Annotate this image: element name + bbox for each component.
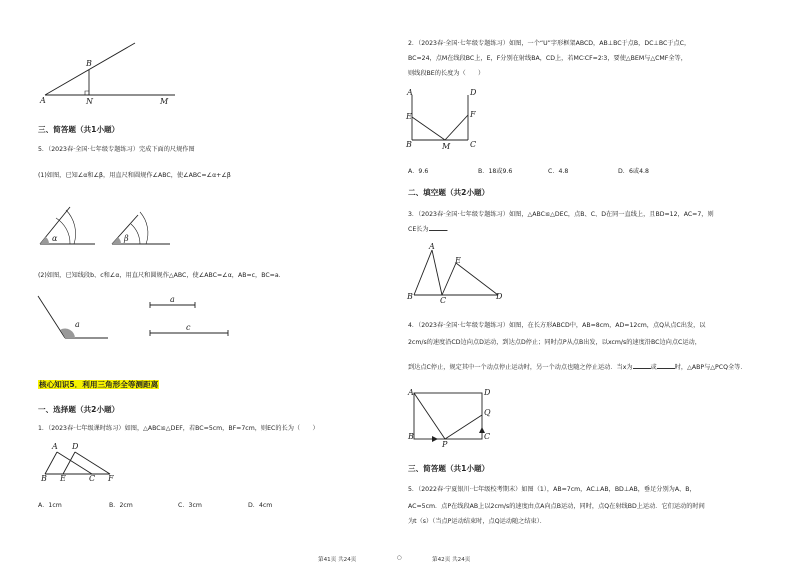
fig-u-label-d: D bbox=[470, 88, 477, 97]
question-3-line-1: 3．（2023春·全国·七年级专题练习）如图，△ABC≌△DEC，点B、C、D在同一直线上，且BD=12，AC=7，则 bbox=[408, 211, 714, 218]
question-2-line-3: 则线段BE的长度为（ ） bbox=[408, 70, 485, 77]
section-heading-short-answer: 三、简答题（共1小题） bbox=[38, 125, 120, 134]
fig-label-segment-c: c bbox=[186, 323, 191, 332]
figure-angle-perpendicular bbox=[0, 0, 400, 110]
fig-rect-label-q: Q bbox=[484, 408, 491, 417]
fig-label-beta: β bbox=[124, 234, 129, 243]
figure-angle-and-segments bbox=[0, 288, 400, 348]
figure-congruent-triangles bbox=[0, 442, 400, 492]
fig-tri-label-c: C bbox=[440, 296, 447, 305]
q2-option-a: A．9.6 bbox=[408, 168, 429, 175]
page-footer-left: 第41页 共24页 bbox=[318, 557, 357, 563]
fig-u-label-b: B bbox=[406, 140, 412, 149]
question-5-part-1: (1)如图，已知∠α和∠β，用直尺和圆规作∠ABC，使∠ABC=∠α+∠β bbox=[38, 172, 231, 179]
fig-u-label-a: A bbox=[407, 88, 413, 97]
section-heading-choice: 一、选择题（共2小题） bbox=[38, 405, 120, 414]
fig1-label-n: N bbox=[86, 97, 93, 106]
q2-option-c: C．4.8 bbox=[548, 168, 569, 175]
question-5-line-1: 5．（2022春·宁夏银川·七年级校考期末）如图（1），AB=7cm，AC⊥AB，BD⊥AB，垂足分别为A、B， bbox=[408, 486, 696, 493]
fig3-label-e: E bbox=[60, 474, 66, 483]
fig1-label-a: A bbox=[40, 96, 46, 105]
q2-option-b: B．18或9.6 bbox=[478, 168, 513, 175]
option-d: D．4cm bbox=[248, 502, 273, 509]
fig-rect-label-p: P bbox=[442, 440, 448, 449]
question-4-line-3: 到达点C停止，规定其中一个动点停止运动时，另一个动点也随之停止运动．当x为 或 时，△ABP与△PCQ全等． bbox=[408, 364, 747, 371]
fig3-label-d: D bbox=[72, 442, 79, 451]
question-1-text: 1．（2023春·七年级课时练习）如图，△ABC≌△DEF，若BC=5cm，BF=7cm，则EC的长为（ ） bbox=[38, 425, 319, 432]
question-2-line-1: 2．（2023春·全国·七年级专题练习）如图，一个“U”字形框架ABCD，AB⊥BC于点B，DC⊥BC于点C， bbox=[408, 40, 691, 47]
figure-angles-alpha-beta bbox=[0, 200, 400, 260]
fig-tri-label-b: B bbox=[407, 292, 413, 301]
right-page bbox=[400, 0, 800, 566]
question-5-line-3: 为t（s）（当点P运动结束时，点Q运动随之结束）． bbox=[408, 518, 546, 525]
option-c: C．3cm bbox=[178, 502, 202, 509]
fig-rect-label-c: C bbox=[484, 432, 491, 441]
fig-u-label-f: F bbox=[470, 110, 476, 119]
answer-blank-q4-2[interactable] bbox=[657, 363, 675, 369]
fig-tri-label-d: D bbox=[496, 292, 503, 301]
question-2-line-2: BC=24，点M在线段BC上，E，F分别在射线BA，CD上，若MC∶CF=2∶3，要使△BEM与△CMF全等， bbox=[408, 55, 687, 62]
page-footer-right: 第42页 共24页 bbox=[432, 557, 471, 563]
fig-tri-label-a: A bbox=[429, 242, 435, 251]
center-binding-mark: ○ bbox=[397, 555, 402, 561]
core-knowledge-heading: 核心知识5．利用三角形全等测距离 bbox=[39, 380, 159, 389]
figure-rectangle-moving-points bbox=[400, 385, 520, 455]
fig-label-angle-a: a bbox=[75, 320, 80, 329]
q2-option-d: D．6或4.8 bbox=[618, 168, 649, 175]
answer-blank-q4-1[interactable] bbox=[633, 363, 651, 369]
fig3-label-b: B bbox=[41, 474, 47, 483]
fig-label-alpha: α bbox=[52, 234, 58, 243]
question-4-line-2: 2cm/s的速度沿CD边向点D运动，到达点D停止；同时点P从点B出发，以xcm/s的速度沿BC边向点C运动， bbox=[408, 339, 701, 346]
answer-blank-q3[interactable] bbox=[429, 225, 447, 231]
fig-tri-label-e: E bbox=[455, 256, 461, 265]
question-5-title: 5．（2023春·全国·七年级专题练习）完成下面的尺规作图 bbox=[38, 146, 195, 153]
fig3-label-a: A bbox=[52, 442, 58, 451]
fig1-label-m: M bbox=[160, 97, 169, 106]
fig-u-label-c: C bbox=[470, 140, 477, 149]
section-heading-short-answer-right: 三、简答题（共1小题） bbox=[408, 464, 490, 473]
question-5-part-2: (2)如图，已知线段b、c和∠α，用直尺和圆规作△ABC，使∠ABC=∠α，AB=c，BC=a． bbox=[38, 272, 285, 279]
fig-rect-label-a: A bbox=[408, 388, 414, 397]
fig-label-segment-a: a bbox=[170, 295, 175, 304]
question-5-line-2: AC=5cm．点P在线段AB上以2cm/s的速度由点A向点B运动，同时，点Q在射线BD上运动．它们运动的时间 bbox=[408, 503, 705, 510]
fig-rect-label-d: D bbox=[484, 388, 491, 397]
fig-u-label-e: E bbox=[406, 112, 412, 121]
fig1-label-b: B bbox=[86, 59, 92, 68]
fig3-label-c: C bbox=[89, 474, 96, 483]
question-3-line-2: CE长为 ． bbox=[408, 226, 453, 233]
figure-u-frame bbox=[400, 85, 520, 155]
fig-u-label-m: M bbox=[442, 142, 451, 151]
option-b: B．2cm bbox=[109, 502, 133, 509]
fig3-label-f: F bbox=[108, 474, 114, 483]
question-4-line-1: 4．（2023春·全国·七年级专题练习）如图，在长方形ABCD中，AB=8cm，AD=12cm，点Q从点C出发，以 bbox=[408, 322, 706, 329]
option-a: A．1cm bbox=[38, 502, 62, 509]
fig-rect-label-b: B bbox=[408, 432, 414, 441]
section-heading-fill-blank: 二、填空题（共2小题） bbox=[408, 188, 490, 197]
